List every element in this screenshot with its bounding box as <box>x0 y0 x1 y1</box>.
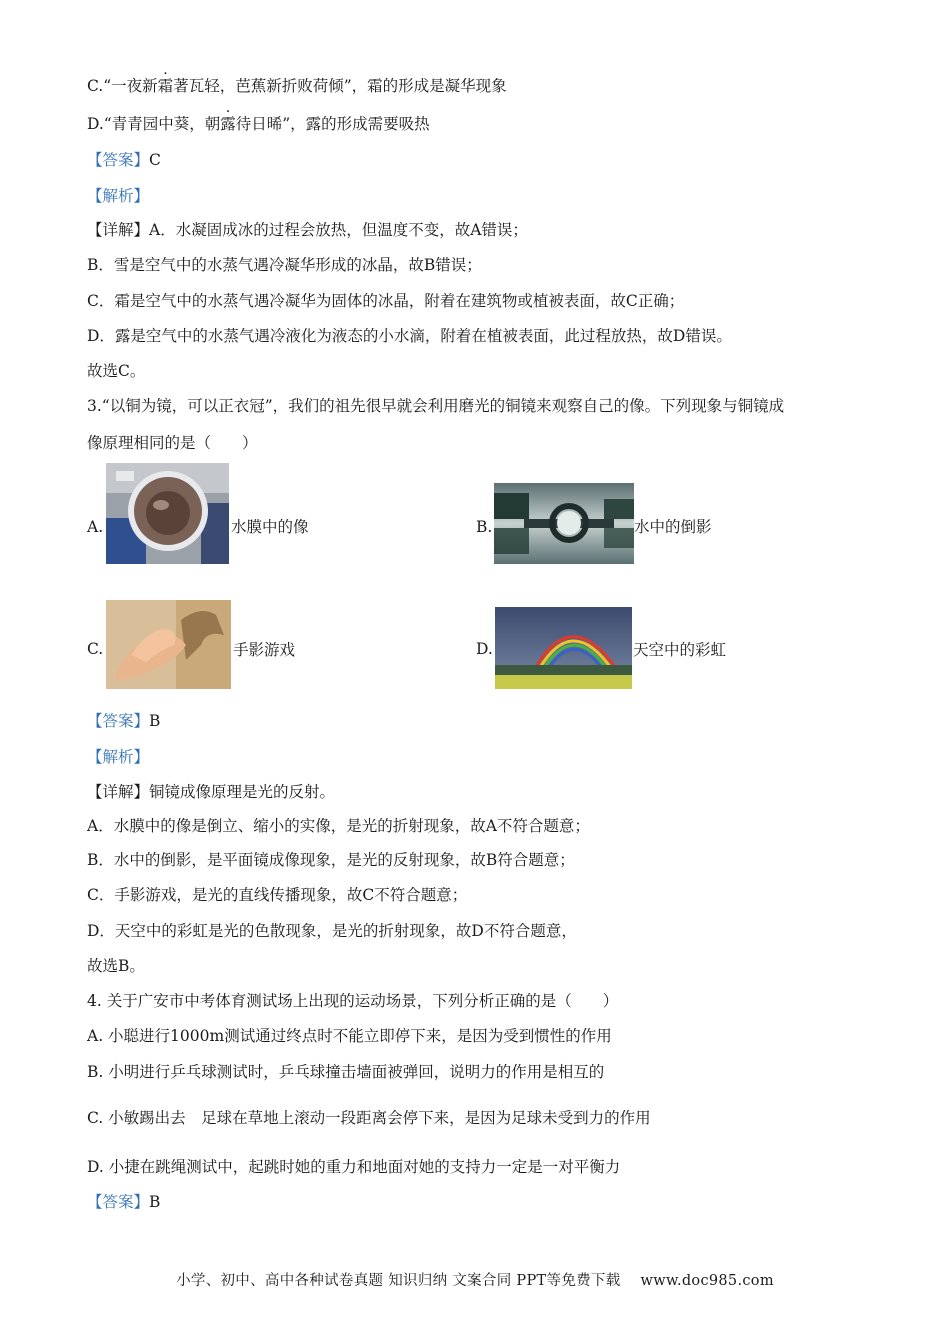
q3-conclusion: 故选B。 <box>87 957 145 975</box>
q3-detail-d: D．天空中的彩虹是光的色散现象，是光的折射现象，故D不符合题意， <box>87 922 577 940</box>
footer-text: 小学、初中、高中各种试卷真题 知识归纳 文案合同 PPT等免费下载 <box>176 1273 621 1289</box>
q3-detail-intro: 【详解】铜镜成像原理是光的反射。 <box>87 783 336 801</box>
q3-option-b-caption: 水中的倒影 <box>634 518 712 536</box>
page-footer <box>0 1269 950 1290</box>
q4-stem: 4. 关于广安市中考体育测试场上出现的运动场景，下列分析正确的是（ ） <box>87 992 619 1010</box>
q3-option-c-letter: C. <box>87 640 104 658</box>
q3-stem-line2: 像原理相同的是（ ） <box>87 434 258 452</box>
q2-option-c: C.“一夜新霜著瓦轻，芭蕉新折败荷倾”，霜的形成是凝华现象 <box>87 77 507 95</box>
q4-option-d: D. 小捷在跳绳测试中，起跳时她的重力和地面对她的支持力一定是一对平衡力 <box>87 1158 621 1176</box>
q3-detail-c: C．手影游戏，是光的直线传播现象，故C不符合题意； <box>87 886 468 904</box>
q4-answer: 【答案】B <box>87 1193 161 1211</box>
hand-shadow-image <box>106 600 231 689</box>
footer-url[interactable]: www.doc985.com <box>640 1273 774 1289</box>
emphasis-char: 露 <box>220 115 236 133</box>
q2-detail-c: C．霜是空气中的水蒸气遇冷凝华为固体的冰晶，附着在建筑物或植被表面，故C正确； <box>87 292 685 310</box>
emphasis-char: 霜 <box>157 77 174 95</box>
q3-analysis-label: 【解析】 <box>87 748 150 766</box>
reflection-image <box>494 483 634 564</box>
q3-stem-line1: 3.“以铜为镜，可以正衣冠”，我们的祖先很早就会利用磨光的铜镜来观察自己的像。下列现象与铜镜成 <box>87 397 785 415</box>
rainbow-image <box>495 607 632 689</box>
q3-answer: 【答案】B <box>87 712 161 730</box>
water-film-image <box>106 463 229 564</box>
q3-option-d-caption: 天空中的彩虹 <box>633 641 727 659</box>
q3-option-c-caption: 手影游戏 <box>233 641 296 659</box>
q2-detail-a: 【详解】A．水凝固成冰的过程会放热，但温度不变，故A错误； <box>87 221 528 239</box>
q3-detail-b: B．水中的倒影，是平面镜成像现象，是光的反射现象，故B符合题意； <box>87 851 575 869</box>
q3-option-b-letter: B. <box>476 518 493 536</box>
q4-option-a: A. 小聪进行1000m测试通过终点时不能立即停下来，是因为受到惯性的作用 <box>87 1027 612 1045</box>
q4-option-c: C. 小敏踢出去 足球在草地上滚动一段距离会停下来，是因为足球未受到力的作用 <box>87 1109 651 1127</box>
q3-option-a-caption: 水膜中的像 <box>231 518 309 536</box>
q2-option-d: D.“青青园中葵，朝露待日晞”，露的形成需要吸热 <box>87 115 430 133</box>
q3-option-a-letter: A. <box>87 518 104 536</box>
q2-answer: 【答案】C <box>87 151 161 169</box>
q4-option-b: B. 小明进行乒乓球测试时，乒乓球撞击墙面被弹回，说明力的作用是相互的 <box>87 1063 605 1081</box>
q2-conclusion: 故选C。 <box>87 362 146 380</box>
q2-detail-d: D．露是空气中的水蒸气遇冷液化为液态的小水滴，附着在植被表面，此过程放热，故D错误。 <box>87 327 732 345</box>
q3-detail-a: A．水膜中的像是倒立、缩小的实像，是光的折射现象，故A不符合题意； <box>87 817 590 835</box>
q3-option-d-letter: D. <box>476 640 493 658</box>
q2-detail-b: B．雪是空气中的水蒸气遇冷凝华形成的冰晶，故B错误； <box>87 256 482 274</box>
q2-analysis-label: 【解析】 <box>87 187 150 205</box>
